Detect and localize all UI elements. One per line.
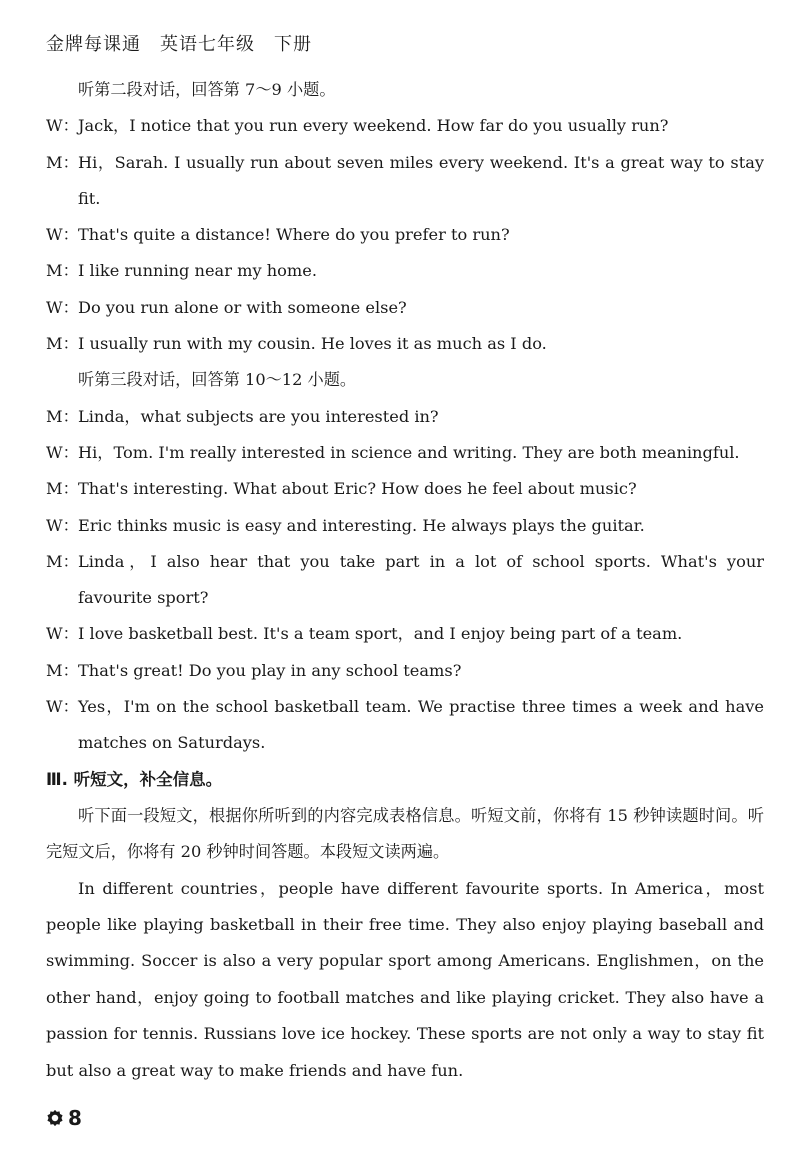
speaker-label: W： — [46, 624, 79, 644]
dialogue-text: Hi，Sarah. I usually run about seven miles every weekend. It's a great way to stay fit. — [78, 152, 764, 208]
speaker-label: W： — [46, 116, 79, 136]
section-instruction: 听下面一段短文，根据你所听到的内容完成表格信息。听短文前，你将有 15 秒钟读题时间。听完短文后，你将有 20 秒钟时间答题。本段短文读两遍。 — [46, 805, 764, 862]
dialogue-instruction: 听第二段对话，回答第 7～9 小题。 — [78, 80, 336, 99]
passage: In different countries，people have different favourite sports. In America，most people like playing basketball in their free time. They also enjoy playing baseball and swimming. Soccer is also a very popular sport among Americans. Englishmen，on the other hand，enjoy going to football matches and like playing cricket. They also have a passion for tennis. Russians love ice hockey. These sports are not only a way to stay fit but also a great way to make friends and have fun. — [46, 878, 764, 1080]
page-footer — [46, 1106, 82, 1130]
speaker-label: W： — [46, 515, 79, 535]
dialogue-sections — [46, 72, 764, 762]
dialogue-line — [46, 508, 764, 544]
speaker-label: M： — [46, 261, 79, 281]
dialogue-text: Yes，I'm on the school basketball team. We practise three times a week and have matches on Saturdays. — [78, 697, 764, 753]
section-heading: Ⅲ. 听短文，补全信息。 — [46, 769, 223, 789]
speaker-label: W： — [46, 697, 79, 717]
dialogue-text: Do you run alone or with someone else? — [78, 297, 407, 317]
dialogue-line — [46, 471, 764, 507]
dialogue-text: That's interesting. What about Eric? How does he feel about music? — [78, 479, 637, 499]
dialogue-text: Linda，what subjects are you interested in? — [78, 406, 439, 426]
speaker-label: M： — [46, 406, 79, 426]
dialogue-line — [46, 326, 764, 362]
speaker-label: W： — [46, 297, 79, 317]
dialogue-line — [46, 145, 764, 218]
speaker-label: M： — [46, 551, 79, 571]
dialogue-text: Jack，I notice that you run every weekend. How far do you usually run? — [78, 116, 669, 136]
dialogue-line — [46, 544, 764, 617]
dialogue-instruction: 听第三段对话，回答第 10～12 小题。 — [78, 370, 357, 390]
speaker-label: M： — [46, 660, 79, 680]
dialogue-text: Hi，Tom. I'm really interested in science and writing. They are both meaningful. — [78, 442, 740, 462]
page-number: 8 — [68, 1106, 82, 1130]
speaker-label: M： — [46, 152, 79, 172]
dialogue-text: That's quite a distance! Where do you prefer to run? — [78, 225, 510, 245]
dialogue-text: Eric thinks music is easy and interesting. He always plays the guitar. — [78, 515, 645, 535]
dialogue-text: I love basketball best. It's a team sport，and I enjoy being part of a team. — [78, 624, 683, 644]
speaker-label: M： — [46, 479, 79, 499]
dialogue-text: I usually run with my cousin. He loves it as much as I do. — [78, 334, 547, 354]
dialogue-text: I like running near my home. — [78, 261, 317, 281]
dialogue-line — [46, 653, 764, 689]
speaker-label: M： — [46, 334, 79, 354]
dialogue-line — [46, 253, 764, 289]
dialogue-line — [46, 108, 764, 144]
dialogue-line — [46, 435, 764, 471]
dialogue-text: Linda，I also hear that you take part in a lot of school sports. What's your favourite sport? — [78, 551, 764, 608]
dialogue-line — [46, 616, 764, 652]
speaker-label: W： — [46, 442, 79, 462]
page-header: 金牌每课通 英语七年级 下册 — [46, 34, 312, 55]
speaker-label: W： — [46, 225, 79, 245]
dialogue-line — [46, 217, 764, 253]
dialogue-line — [46, 689, 764, 762]
dialogue-line — [46, 290, 764, 326]
dialogue-line — [46, 399, 764, 435]
page-content — [46, 72, 764, 1089]
dialogue-text: That's great! Do you play in any school teams? — [78, 660, 462, 680]
gear-badge-icon — [46, 1109, 64, 1127]
